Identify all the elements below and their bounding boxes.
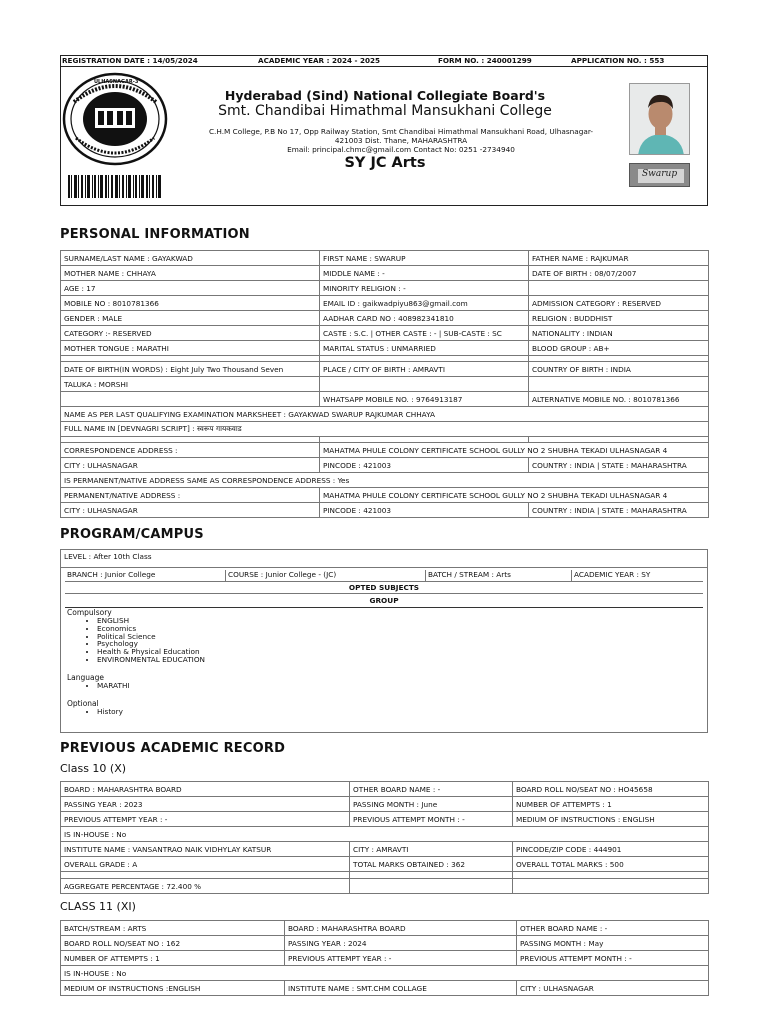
subject-item: • ENGLISH — [97, 617, 367, 625]
compulsory-list — [67, 617, 367, 664]
table-cell: SURNAME/LAST NAME : GAYAKWAD — [61, 251, 320, 266]
student-signature — [629, 163, 690, 187]
table-row — [61, 392, 709, 407]
subject-item: • Psychology — [97, 640, 367, 648]
branch: BRANCH : Junior College — [67, 570, 156, 579]
opted-subjects: OPTED SUBJECTS — [348, 583, 420, 592]
table-cell: PINCODE : 421003 — [320, 458, 529, 473]
contact-line: Email: principal.chmc@gmail.com Contact No: 0251 -2734940 — [287, 145, 515, 154]
table-row — [61, 281, 709, 296]
personal-info-heading: PERSONAL INFORMATION — [60, 227, 250, 242]
table-cell: PASSING MONTH : May — [517, 936, 709, 951]
aggregate-percentage: AGGREGATE PERCENTAGE : 72.400 % — [61, 879, 350, 894]
table-cell: MINORITY RELIGION : - — [320, 281, 529, 296]
table-row — [61, 443, 709, 458]
table-row — [61, 812, 709, 827]
table-cell: PASSING YEAR : 2023 — [61, 797, 350, 812]
table-row — [61, 296, 709, 311]
table-row — [61, 782, 709, 797]
table-row — [61, 857, 709, 872]
table-row — [61, 842, 709, 857]
table-row — [61, 473, 709, 488]
table-spacer-row — [61, 872, 709, 879]
table-cell: PINCODE/ZIP CODE : 444901 — [513, 842, 709, 857]
table-cell: INSTITUTE NAME : SMT.CHM COLLAGE — [285, 981, 517, 996]
table-cell: PASSING YEAR : 2024 — [285, 936, 517, 951]
academic-year: ACADEMIC YEAR : 2024 - 2025 — [258, 56, 380, 65]
table-row — [61, 951, 709, 966]
table-row — [61, 921, 709, 936]
subject-item: • MARATHI — [97, 682, 367, 690]
table-cell: CITY : ULHASNAGAR — [61, 458, 320, 473]
table-cell: FIRST NAME : SWARUP — [320, 251, 529, 266]
table-cell: CASTE : S.C. | OTHER CASTE : - | SUB-CASTE : SC — [320, 326, 529, 341]
table-cell: BATCH/STREAM : ARTS — [61, 921, 285, 936]
language-list — [67, 682, 367, 690]
program-box — [60, 549, 708, 733]
table-cell — [61, 392, 320, 407]
table-cell: TOTAL MARKS OBTAINED : 362 — [350, 857, 513, 872]
form-no: FORM NO. : 240001299 — [438, 56, 532, 65]
table-row — [61, 311, 709, 326]
table-cell: DATE OF BIRTH : 08/07/2007 — [529, 266, 709, 281]
table-cell: ADMISSION CATEGORY : RESERVED — [529, 296, 709, 311]
table-row — [61, 266, 709, 281]
table-cell: PINCODE : 421003 — [320, 503, 529, 518]
table-row — [61, 488, 709, 503]
table-cell: MEDIUM OF INSTRUCTIONS : ENGLISH — [513, 812, 709, 827]
table-cell: BOARD ROLL NO/SEAT NO : HO45658 — [513, 782, 709, 797]
registration-date: REGISTRATION DATE : 14/05/2024 — [62, 56, 198, 65]
table-cell: MOTHER NAME : CHHAYA — [61, 266, 320, 281]
table-cell: PLACE / CITY OF BIRTH : AMRAVTI — [320, 362, 529, 377]
table-row — [61, 966, 709, 981]
table-cell: CITY : AMRAVTI — [350, 842, 513, 857]
table-cell: OTHER BOARD NAME : - — [517, 921, 709, 936]
table-cell: MARITAL STATUS : UNMARRIED — [320, 341, 529, 356]
table-cell: FATHER NAME : RAJKUMAR — [529, 251, 709, 266]
personal-table — [60, 250, 709, 518]
table-cell: BOARD : MAHARASHTRA BOARD — [285, 921, 517, 936]
table-cell: PREVIOUS ATTEMPT MONTH : - — [517, 951, 709, 966]
table-cell: MOTHER TONGUE : MARATHI — [61, 341, 320, 356]
optional-list — [67, 708, 367, 716]
table-row — [61, 879, 709, 894]
table-row — [61, 422, 709, 437]
barcode — [68, 175, 162, 198]
table-cell — [529, 281, 709, 296]
stream: BATCH / STREAM : Arts — [425, 570, 511, 581]
table-cell — [320, 377, 529, 392]
table-cell — [529, 377, 709, 392]
table-row — [61, 362, 709, 377]
table-row — [61, 827, 709, 842]
table-cell: INSTITUTE NAME : VANSANTRAO NAIK VIDHYLAY KATSUR — [61, 842, 350, 857]
table-cell: MAHATMA PHULE COLONY CERTIFICATE SCHOOL GULLY NO 2 SHUBHA TEKADI ULHASNAGAR 4 — [320, 443, 709, 458]
table-row — [61, 458, 709, 473]
table-row — [61, 377, 709, 392]
board-name: Hyderabad (Sind) National Collegiate Board's — [224, 88, 546, 103]
table-cell: EMAIL ID : gaikwadpiyu863@gmail.com — [320, 296, 529, 311]
table-cell: COUNTRY : INDIA | STATE : MAHARASHTRA — [529, 503, 709, 518]
subject-item: • ENVIRONMENTAL EDUCATION — [97, 656, 367, 664]
application-no: APPLICATION NO. : 553 — [571, 56, 665, 65]
seal-text: ULHASNAGAR-3 — [94, 79, 139, 85]
program-title: SY JC Arts — [344, 155, 426, 171]
table-cell: IS IN-HOUSE : No — [61, 827, 709, 842]
course: COURSE : Junior College - (JC) — [225, 570, 336, 581]
table-cell: NUMBER OF ATTEMPTS : 1 — [513, 797, 709, 812]
table-cell: BOARD ROLL NO/SEAT NO : 162 — [61, 936, 285, 951]
signature-text: Swarup — [642, 169, 678, 179]
program-heading: PROGRAM/CAMPUS — [60, 527, 204, 542]
table-cell: CORRESPONDENCE ADDRESS : — [61, 443, 320, 458]
table-row — [61, 251, 709, 266]
address-line-1: C.H.M College, P.B No 17, Opp Railway Station, Smt Chandibai Himathmal Mansukhani Road, Ulhasnagar- — [208, 127, 594, 136]
table-cell: CATEGORY :- RESERVED — [61, 326, 320, 341]
table-cell: NAME AS PER LAST QUALIFYING EXAMINATION MARKSHEET : GAYAKWAD SWARUP RAJKUMAR CHHAYA — [61, 407, 709, 422]
table-cell: MIDDLE NAME : - — [320, 266, 529, 281]
table-cell: PREVIOUS ATTEMPT YEAR : - — [61, 812, 350, 827]
table-cell: MEDIUM OF INSTRUCTIONS :ENGLISH — [61, 981, 285, 996]
optional-label: Optional — [67, 698, 99, 708]
table-cell: COUNTRY : INDIA | STATE : MAHARASHTRA — [529, 458, 709, 473]
subjects-list — [67, 609, 367, 715]
table-cell: RELIGION : BUDDHIST — [529, 311, 709, 326]
college-name: Smt. Chandibai Himathmal Mansukhani College — [218, 103, 552, 119]
table-cell: OVERALL TOTAL MARKS : 500 — [513, 857, 709, 872]
academic-year-program: ACADEMIC YEAR : SY — [571, 570, 650, 581]
address-line-2: 421003 Dist. Thane, MAHARASHTRA — [334, 136, 468, 145]
table-cell: CITY : ULHASNAGAR — [61, 503, 320, 518]
table-cell: MAHATMA PHULE COLONY CERTIFICATE SCHOOL GULLY NO 2 SHUBHA TEKADI ULHASNAGAR 4 — [320, 488, 709, 503]
table-cell: WHATSAPP MOBILE NO. : 9764913187 — [320, 392, 529, 407]
table-cell: NATIONALITY : INDIAN — [529, 326, 709, 341]
subject-item: • Political Science — [97, 633, 367, 641]
table-cell: NUMBER OF ATTEMPTS : 1 — [61, 951, 285, 966]
table-cell: OTHER BOARD NAME : - — [350, 782, 513, 797]
table-cell: DATE OF BIRTH(IN WORDS) : Eight July Two Thousand Seven — [61, 362, 320, 377]
table-cell: AGE : 17 — [61, 281, 320, 296]
table-cell: COUNTRY OF BIRTH : INDIA — [529, 362, 709, 377]
table-cell: MOBILE NO : 8010781366 — [61, 296, 320, 311]
table-cell: GENDER : MALE — [61, 311, 320, 326]
table-row — [61, 981, 709, 996]
table-cell: OVERALL GRADE : A — [61, 857, 350, 872]
table-cell: PERMANENT/NATIVE ADDRESS : — [61, 488, 320, 503]
group-label: GROUP — [369, 596, 399, 605]
compulsory-label: Compulsory — [67, 608, 112, 617]
registration-bar — [60, 55, 708, 67]
level: LEVEL : After 10th Class — [64, 552, 152, 561]
student-photo — [629, 83, 690, 155]
table-cell: CITY : ULHASNAGAR — [517, 981, 709, 996]
college-seal-logo — [62, 72, 168, 166]
table-row — [61, 326, 709, 341]
college-address — [176, 127, 626, 154]
language-label: Language — [67, 672, 105, 682]
table-cell: BOARD : MAHARASHTRA BOARD — [61, 782, 350, 797]
table-cell: FULL NAME IN [DEVNAGRI SCRIPT] : स्वरूप गायकवाड — [61, 422, 709, 437]
table-cell: ALTERNATIVE MOBILE NO. : 8010781366 — [529, 392, 709, 407]
table-cell: BLOOD GROUP : AB+ — [529, 341, 709, 356]
table-cell: PREVIOUS ATTEMPT MONTH : - — [350, 812, 513, 827]
table-row — [61, 503, 709, 518]
table-cell: TALUKA : MORSHI — [61, 377, 320, 392]
subject-item: • History — [97, 708, 367, 716]
class10-heading: Class 10 (X) — [60, 762, 127, 775]
table-cell: AADHAR CARD NO : 408982341810 — [320, 311, 529, 326]
academic-heading: PREVIOUS ACADEMIC RECORD — [60, 741, 286, 756]
table-cell: IS IN-HOUSE : No — [61, 966, 709, 981]
table-row — [61, 797, 709, 812]
class11-table — [60, 920, 709, 996]
table-row — [61, 936, 709, 951]
table-row — [61, 341, 709, 356]
class10-table — [60, 781, 709, 894]
program-row — [65, 570, 705, 581]
subject-item: • Economics — [97, 625, 367, 633]
table-cell: PASSING MONTH : June — [350, 797, 513, 812]
subject-item: • Health & Physical Education — [97, 648, 367, 656]
table-row — [61, 407, 709, 422]
table-cell: PREVIOUS ATTEMPT YEAR : - — [285, 951, 517, 966]
class11-heading: CLASS 11 (XI) — [60, 900, 136, 913]
table-cell: IS PERMANENT/NATIVE ADDRESS SAME AS CORRESPONDENCE ADDRESS : Yes — [61, 473, 709, 488]
